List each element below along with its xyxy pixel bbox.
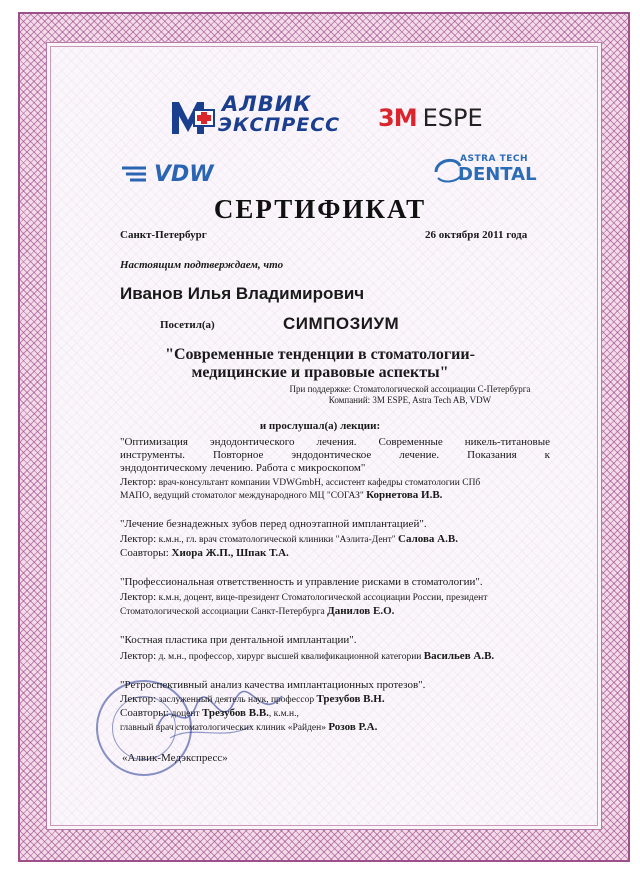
support-line-2: Компаний: 3М ESPE, Astra Tech AB, VDW — [328, 395, 492, 405]
lecture-5-lecturer — [120, 693, 550, 705]
lecture-5-coauthors — [120, 707, 550, 719]
lecturer-label: Лектор: — [120, 476, 157, 488]
astra-tech-dental-logo — [430, 146, 550, 196]
lecture-1-title-line-3: эндодонтическому лечению. Работа с микроскопом" — [120, 462, 366, 474]
support-line-1: При поддержке: Стоматологической ассоциации С-Петербурга — [289, 384, 531, 394]
coauthors-label: Соавторы: — [120, 707, 172, 719]
recipient-name: Иванов Илья Владимирович — [120, 284, 365, 303]
coauthor-extra-name: Розов Р.А. — [328, 721, 378, 733]
3m-espe-logo — [378, 104, 483, 134]
lecturer-name: Корнетова И.В. — [366, 489, 443, 501]
lecture-2-lecturer — [120, 533, 550, 545]
lecture-3-lecturer-line-1 — [120, 591, 550, 603]
lecturer-name: Салова А.В. — [398, 533, 458, 545]
lecturer-info: врач-консультант компании VDWGmbH, ассистент кафедры стоматологии СПб — [156, 478, 481, 488]
confirmation-text: Настоящим подтверждаем, что — [120, 259, 284, 271]
lecture-1-lecturer-line-1 — [120, 476, 550, 488]
lectures-label: и прослушал(а) лекции: — [259, 420, 381, 432]
lecturer-info: Стоматологической ассоциации Санкт-Петербурга — [120, 607, 328, 617]
dental-wordmark: DENTAL — [458, 164, 537, 185]
city: Санкт-Петербург — [120, 229, 207, 241]
lecture-4-lecturer — [120, 650, 550, 662]
alvik-wordmark: АЛВИК — [222, 92, 312, 116]
lecturer-name: Данилов Е.О. — [327, 605, 395, 617]
lecture-5-title: "Ретроспективный анализ качества имплантационных протезов". — [120, 679, 426, 691]
issue-date: 26 октября 2011 года — [425, 229, 528, 241]
lecture-1-lecturer-line-2 — [120, 489, 550, 501]
coauthors-info: доцент — [171, 709, 202, 719]
lecture-2-title: "Лечение безнадежных зубов перед одноэтапной имплантацией". — [120, 518, 427, 530]
event-title-line-1: "Современные тенденции в стоматологии- — [165, 346, 475, 363]
lecturer-info: к.м.н, доцент, вице-президент Стоматологической ассоциации России, президент — [156, 593, 488, 603]
vdw-logo — [120, 162, 214, 192]
lecture-2-coauthors — [120, 547, 550, 559]
coauthors-tail: , к.м.н., — [268, 709, 299, 719]
lecturer-label: Лектор: — [120, 533, 157, 545]
alvik-express-logo — [170, 92, 370, 144]
lecture-4-title: "Костная пластика при дентальной имплантации". — [120, 634, 357, 646]
lecture-1-title-line-2: инструменты. Повторное эндодонтическое лечение. Показания к — [120, 449, 550, 461]
attended-label: Посетил(а) — [160, 319, 215, 331]
lecturer-info: д. м.н., профессор, хирург высшей квалификационной категории — [156, 652, 424, 662]
vdw-wordmark: VDW — [154, 162, 214, 187]
event-type: СИМПОЗИУМ — [283, 314, 400, 333]
coauthor-extra-info: главный врач стоматологических клиник «Райден» — [120, 723, 329, 733]
coauthors-names: Хиора Ж.П., Шпак Т.А. — [171, 547, 289, 559]
lecturer-name: Трезубов В.Н. — [316, 693, 385, 705]
lecturer-label: Лектор: — [120, 693, 157, 705]
certificate-title: СЕРТИФИКАТ — [213, 194, 427, 224]
express-wordmark: ЭКСПРЕСС — [218, 114, 341, 136]
coauthors-label: Соавторы: — [120, 547, 172, 559]
lecturer-info: МАПО, ведущий стоматолог международного МЦ "СОГАЗ" — [120, 491, 367, 501]
lecture-5-extra — [120, 721, 550, 733]
organizer-name: «Алвик-Медэкспресс» — [122, 752, 228, 764]
astra-tech-wordmark: ASTRA TECH — [460, 154, 529, 164]
lecturer-name: Васильев А.В. — [423, 650, 495, 662]
lecture-3-title: "Профессиональная ответственность и управление рисками в стоматологии". — [120, 576, 483, 588]
lecture-3-lecturer-line-2 — [120, 605, 550, 617]
lecturer-info: заслуженный деятель наук, профессор — [156, 695, 317, 705]
coauthors-names: Трезубов В.В. — [202, 707, 269, 719]
vdw-speed-lines-icon — [120, 164, 150, 186]
med-cross-icon — [170, 96, 216, 140]
lecturer-label: Лектор: — [120, 591, 157, 603]
lecturer-info: к.м.н., гл. врач стоматологической клиники "Аэлита-Дент" — [156, 535, 399, 545]
lecture-1-title-line-1: "Оптимизация эндодонтического лечения. Современные никель-титановые — [120, 436, 550, 448]
event-title-line-2: медицинские и правовые аспекты" — [191, 364, 449, 381]
espe-wordmark: ESPE — [422, 104, 483, 132]
3m-wordmark: 3M — [378, 104, 417, 132]
lecturer-label: Лектор: — [120, 650, 157, 662]
